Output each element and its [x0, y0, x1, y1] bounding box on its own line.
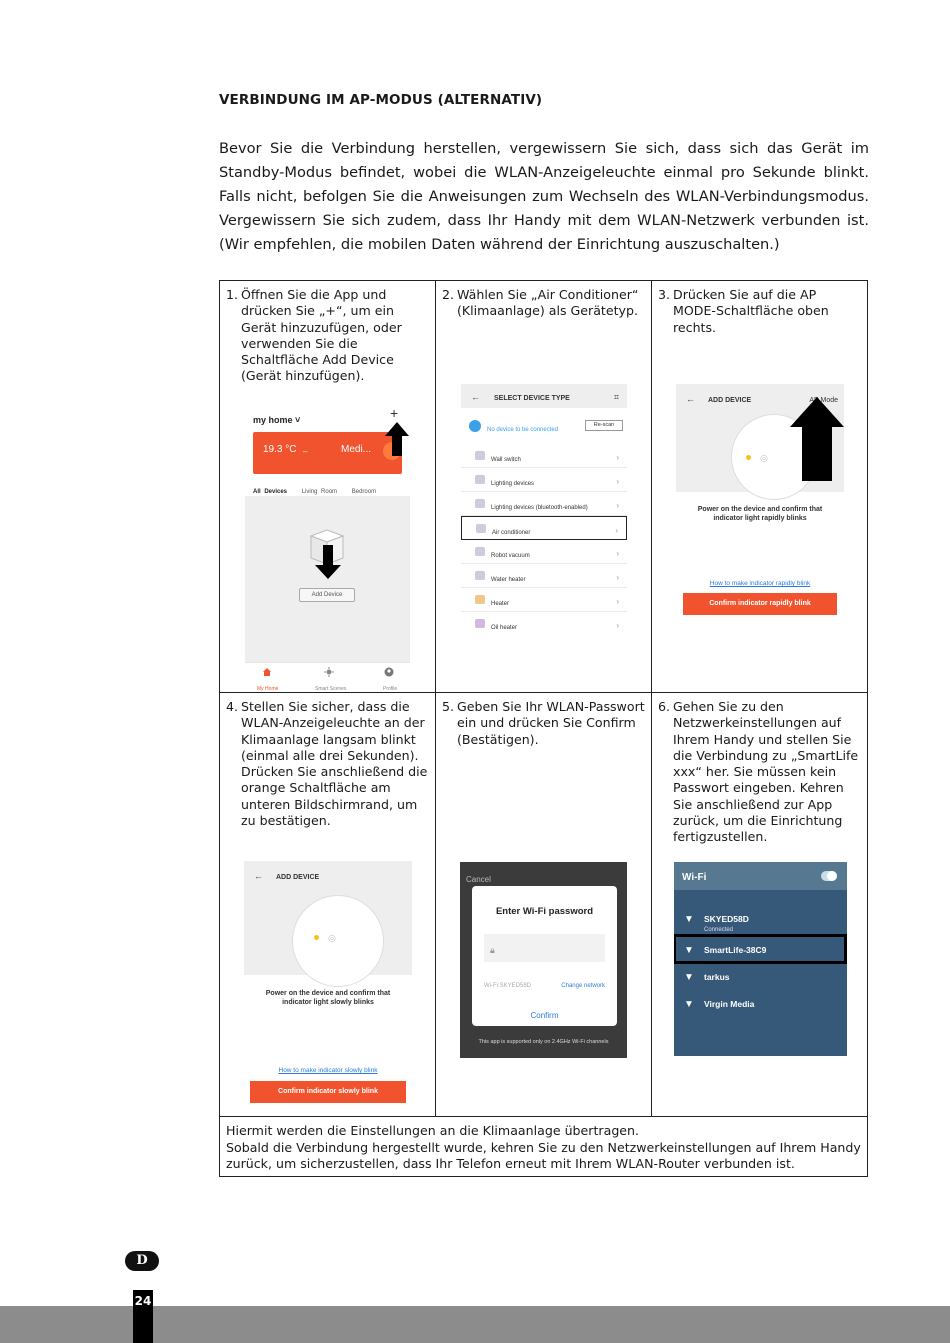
step-number: 4. [226, 699, 239, 714]
wifi-icon: ▼ [684, 945, 694, 956]
device-type-item [461, 468, 627, 492]
power-icon: ◎ [328, 933, 336, 943]
screenshot-wifi-list [674, 862, 847, 1056]
scan-status [467, 420, 623, 434]
arrow-up-icon [790, 397, 844, 481]
back-arrow-icon: ← [471, 392, 480, 402]
wifi-header [674, 862, 847, 890]
network-name: Virgin Media [704, 999, 755, 1009]
chevron-right-icon: › [616, 621, 619, 630]
network-name: SmartLife-38C9 [704, 945, 767, 955]
tab-living-room: Living Room [301, 489, 338, 495]
power-icon: ◎ [760, 453, 768, 463]
screenshot-add-device-ap [676, 384, 844, 620]
step-text: Drücken Sie auf die AP MODE-Schaltfläche oben rechts. [673, 287, 829, 335]
device-area [245, 496, 410, 662]
step-text: Stellen Sie sicher, dass die WLAN-Anzeigeleuchte an der Klimaanlage langsam blinkt (einmal alle drei Sekunden). Drücken Sie anschließend die orange Schaltfläche am unteren Bildschirmrand, um zu bestätigen. [241, 699, 428, 829]
screenshot-my-home [245, 388, 410, 692]
step-cell-6 [652, 693, 868, 1117]
step-cell-3 [652, 281, 868, 693]
step-cell-1 [220, 281, 436, 693]
weather-medi: Medi... [341, 444, 372, 455]
scenes-icon [324, 667, 334, 677]
page-number: 24 [134, 1294, 152, 1308]
help-link: How to make indicator rapidly blink [709, 580, 811, 587]
bulb-icon [475, 499, 485, 508]
step-text: Gehen Sie zu den Netzwerkeinstellungen auf Ihrem Handy und stellen Sie die Verbindung zu „SmartLife xxx“ her. Sie müssen kein Passwort eingeben. Kehren Sie anschließend zur App zurück, um die Einrichtung fertigzustellen. [673, 699, 859, 845]
indicator-light-icon [314, 935, 319, 940]
language-badge: D [125, 1251, 159, 1271]
nav-profile: Profile [383, 686, 398, 692]
device-type-item [461, 588, 627, 612]
rescan-button: Re-scan [585, 420, 623, 431]
network-name: tarkus [704, 972, 730, 982]
help-link: How to make indicator slowly blink [278, 1067, 378, 1074]
chevron-right-icon: › [616, 453, 619, 462]
air-conditioner-icon [476, 524, 486, 533]
confirm-button: Confirm [530, 1011, 559, 1020]
nav-smart-scenes: Smart Scenes [315, 686, 347, 692]
lock-icon: 🔒︎ [490, 945, 495, 955]
confirm-slow-blink-button: Confirm indicator slowly blink [250, 1081, 406, 1103]
screenshot-add-device-slow [244, 861, 412, 1109]
wifi-icon: ▼ [684, 972, 694, 983]
wifi-toggle [821, 871, 837, 881]
ap-mode-button: AP Mode [809, 397, 838, 404]
password-field [484, 934, 605, 962]
device-type-label: Water heater [491, 577, 526, 583]
footer-notice: This app is supported only on 2.4GHz Wi-Fi channels [478, 1039, 609, 1045]
chevron-right-icon: › [616, 549, 619, 558]
chevron-right-icon: › [615, 526, 618, 535]
arrow-down-icon [315, 545, 341, 579]
step-text: Wählen Sie „Air Conditioner“ (Klimaanlage) als Gerätetyp. [457, 287, 639, 319]
select-title: SELECT DEVICE TYPE [494, 395, 570, 402]
chevron-right-icon: › [616, 597, 619, 606]
add-device-title: ADD DEVICE [708, 397, 752, 404]
step-number: 2. [442, 287, 455, 302]
steps-table [219, 280, 868, 1177]
weather-dash: – [303, 447, 308, 456]
tab-all-devices: All Devices [253, 489, 288, 495]
scan-status-text: No device to be connected [487, 427, 559, 433]
device-circle [292, 895, 384, 987]
chevron-right-icon: › [616, 477, 619, 486]
wifi-icon: ▼ [684, 999, 694, 1010]
back-arrow-icon: ← [686, 394, 695, 404]
nav-my-home: My Home [257, 686, 279, 692]
step-cell-2 [436, 281, 652, 693]
wifi-network-item [674, 964, 847, 990]
chevron-right-icon: › [616, 573, 619, 582]
device-illustration [244, 861, 412, 975]
device-type-label: Wall switch [491, 457, 521, 463]
bulb-icon [475, 475, 485, 484]
step-cell-5 [436, 693, 652, 1117]
add-device-button: Add Device [299, 588, 355, 602]
bottom-nav [245, 662, 410, 692]
temperature-value: 19.3 °C [263, 444, 297, 455]
wifi-icon: ▼ [684, 914, 694, 925]
water-heater-icon [475, 571, 485, 580]
change-network-link: Change network [561, 983, 605, 989]
note-cell [220, 1117, 868, 1177]
device-type-label: Heater [491, 601, 510, 607]
device-type-item [461, 540, 627, 564]
step-number: 5. [442, 699, 455, 714]
wifi-title: Wi-Fi [682, 872, 707, 883]
device-type-label: Lighting devices (bluetooth-enabled) [491, 505, 588, 511]
step-text: Öffnen Sie die App und drücken Sie „+“, um ein Gerät hinzuzufügen, oder verwenden Sie die Schaltfläche Add Device (Gerät hinzufügen). [241, 287, 402, 384]
step-text: Geben Sie Ihr WLAN-Passwort ein und drücken Sie Confirm (Bestätigen). [457, 699, 645, 747]
device-type-item [461, 444, 627, 468]
device-type-label: Lighting devices [491, 481, 535, 487]
step-number: 6. [658, 699, 671, 714]
home-icon [262, 667, 272, 677]
robot-vacuum-icon [475, 547, 485, 556]
bluetooth-icon [469, 420, 481, 432]
note-text: Hiermit werden die Einstellungen an die Klimaanlage übertragen. Sobald die Verbindung hergestellt wurde, kehren Sie zu den Netzwerkeinstellungen auf Ihrem Handy zurück, um sicherzustellen, dass Ihr Telefon erneut mit Ihrem WLAN-Router verbunden ist. [226, 1123, 861, 1171]
tab-bedroom: Bedroom [351, 489, 377, 495]
instruction-text: Power on the device and confirm that indicator light rapidly blinks [697, 506, 823, 522]
highlight-box [674, 934, 847, 964]
screenshot-wifi-password [460, 862, 627, 1058]
select-header [461, 384, 627, 408]
chevron-right-icon: › [616, 501, 619, 510]
weather-card [253, 432, 402, 474]
add-device-title: ADD DEVICE [276, 874, 320, 881]
screenshot-select-device-type [461, 384, 627, 634]
device-type-label: Air conditioner [492, 530, 531, 536]
step-cell-4 [220, 693, 436, 1117]
cancel-label: Cancel [466, 875, 491, 884]
device-type-label: Oil heater [491, 625, 518, 631]
home-title: my home ˅ [253, 415, 301, 425]
step-number: 1. [226, 287, 239, 302]
wifi-network-item [674, 906, 847, 932]
device-type-item [461, 564, 627, 588]
step-number: 3. [658, 287, 671, 302]
profile-icon [384, 667, 394, 677]
password-dialog [472, 886, 617, 1026]
device-type-item [461, 492, 627, 516]
network-status: Connected [704, 927, 734, 933]
network-ssid: Wi-Fi:SKYED58D [484, 983, 532, 989]
dialog-title: Enter Wi-Fi password [495, 906, 594, 917]
wall-switch-icon [475, 451, 485, 460]
network-name: SKYED58D [704, 914, 749, 924]
arrow-up-icon [385, 422, 409, 456]
wifi-network-item [674, 991, 847, 1017]
intro-paragraph: Bevor Sie die Verbindung herstellen, vergewissern Sie sich, dass sich das Gerät im Standby-Modus befindet, wobei die WLAN-Anzeigeleuchte einmal pro Sekunde blinkt. Falls nicht, befolgen Sie die Anweisungen zum Wechseln des WLAN-Verbindungsmodus. Vergewissern Sie sich zudem, dass Ihr Handy mit dem WLAN-Netzwerk verbunden ist. (Wir empfehlen, die mobilen Daten während der Einrichtung auszuschalten.) [219, 140, 869, 253]
back-arrow-icon: ← [254, 871, 263, 881]
device-type-item-selected [461, 516, 627, 540]
confirm-rapid-blink-button: Confirm indicator rapidly blink [683, 593, 837, 615]
device-type-label: Robot vacuum [491, 553, 530, 559]
plus-icon: + [390, 405, 399, 421]
device-type-item [461, 612, 627, 634]
heater-icon [475, 595, 485, 604]
section-heading: VERBINDUNG IM AP-MODUS (ALTERNATIV) [219, 92, 543, 108]
scan-icon: ⌗ [613, 392, 619, 402]
oil-heater-icon [475, 619, 485, 628]
instruction-text: Power on the device and confirm that indicator light slowly blinks [265, 990, 391, 1006]
indicator-light-icon [746, 455, 751, 460]
